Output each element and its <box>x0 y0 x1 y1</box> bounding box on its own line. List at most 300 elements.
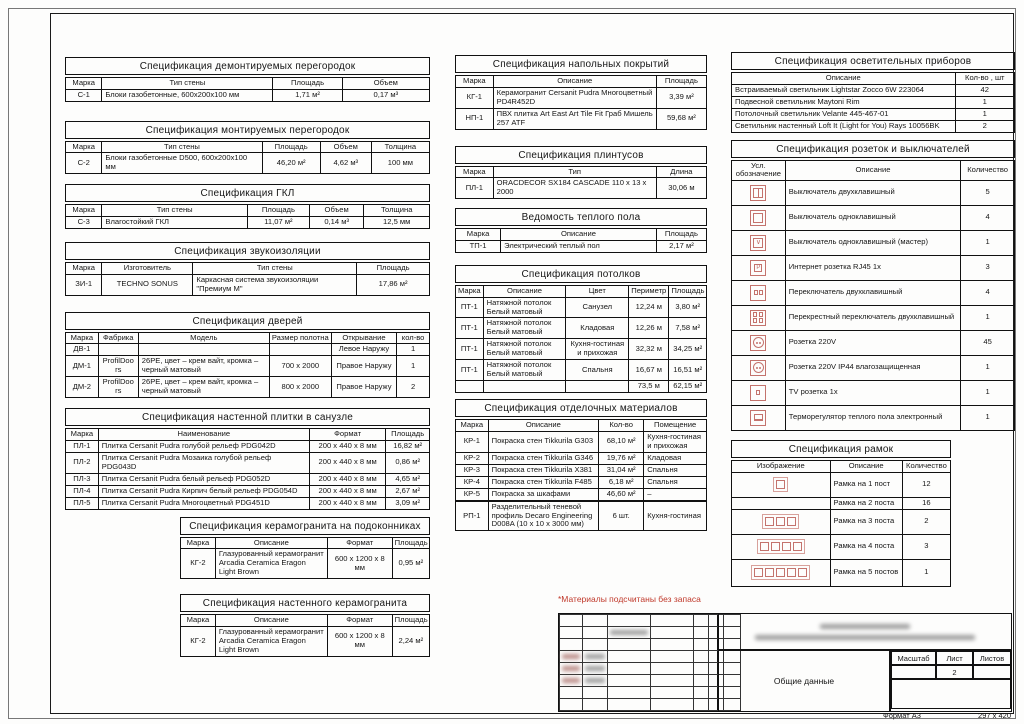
cell: 4,62 м³ <box>320 153 371 174</box>
table-row <box>732 534 951 559</box>
cell: КГ-2 <box>181 626 216 656</box>
cell: Электрический теплый пол <box>501 240 657 252</box>
column-header: Размер полотна <box>269 332 331 344</box>
spec-warm-floor <box>455 208 707 253</box>
signature-cell <box>694 627 709 639</box>
cell: TV розетка 1х <box>785 380 960 405</box>
cell: 1 <box>961 230 1015 255</box>
column-header: кол-во <box>397 332 430 344</box>
cell: 600 х 1200 х 8 мм <box>327 626 392 656</box>
column-header: Площадь <box>392 615 429 627</box>
cell: 11,07 м² <box>247 217 309 229</box>
column-header: Описание <box>483 285 566 297</box>
spec-sockets-switches <box>731 140 1015 431</box>
cell: Спальня <box>566 360 629 381</box>
spec-table-title: Спецификация плинтусов <box>455 146 707 164</box>
blurred-text <box>820 624 910 629</box>
cell: 3 <box>902 534 950 559</box>
spec-table-title: Спецификация рамок <box>731 440 951 458</box>
cell: КГ-2 <box>181 549 216 579</box>
table-row <box>732 108 1015 120</box>
cell: Рамка на 2 поста <box>830 497 902 509</box>
cell: ПЛ-1 <box>456 178 494 199</box>
column-header: Площадь <box>392 537 429 549</box>
spec-floor-coverings <box>455 55 707 130</box>
cell: Санузел <box>566 297 629 318</box>
cell: 100 мм <box>371 153 429 174</box>
cell: 1 <box>961 305 1015 330</box>
column-header: Марка <box>181 615 216 627</box>
spec-ceilings <box>455 265 707 393</box>
cell: Левое Наружу <box>331 344 397 356</box>
column-header: Объем <box>309 205 364 217</box>
scale-label: Масштаб <box>891 651 936 665</box>
cell: Рамка на 1 пост <box>830 472 902 497</box>
cell: 16,67 м <box>629 360 669 381</box>
cell: ПТ-1 <box>456 318 484 339</box>
table-row <box>732 255 1015 280</box>
cell: 700 х 2000 <box>269 356 331 377</box>
signature-cell <box>694 639 709 651</box>
cell: ПЛ-3 <box>66 473 99 485</box>
cell: 1 <box>397 356 430 377</box>
signature-cell <box>651 627 694 639</box>
signature-cell <box>651 615 694 627</box>
table-row <box>732 497 951 509</box>
cell: Натяжной потолок Белый матовый <box>483 297 566 318</box>
signature-cell <box>583 675 608 687</box>
cell: ДМ-1 <box>66 356 99 377</box>
cell: Выключатель двухклавишный <box>785 180 960 205</box>
column-header: Изображение <box>732 460 831 472</box>
table-row <box>732 330 1015 355</box>
cell: 5 <box>961 180 1015 205</box>
cell: С-1 <box>66 89 102 101</box>
table-row <box>181 626 430 656</box>
column-header: Описание <box>732 73 956 85</box>
switch-two-key-icon <box>732 180 786 205</box>
right-column <box>731 52 1015 587</box>
spec-table <box>65 204 430 229</box>
signature-cell <box>608 687 651 699</box>
spec-table <box>455 75 707 130</box>
blurred-text <box>755 635 975 640</box>
spec-table-title: Спецификация монтируемых перегородок <box>65 121 430 139</box>
sheets-label: Листов <box>973 651 1011 665</box>
cell: КР-4 <box>456 476 489 488</box>
spec-table <box>731 460 951 587</box>
cell: ТП-1 <box>456 240 501 252</box>
table-row <box>732 230 1015 255</box>
spec-table-title: Спецификация дверей <box>65 312 430 330</box>
column-header: Усл. обозначение <box>732 160 786 180</box>
frame-4-posts-icon <box>732 534 831 559</box>
signature-cell <box>608 627 651 639</box>
table-row <box>456 431 707 452</box>
table-row <box>456 452 707 464</box>
signature-cell <box>694 687 709 699</box>
cell: Плитка Cersanit Pudra голубой рельеф PDG042D <box>98 440 309 452</box>
cell: Интернет розетка RJ45 1х <box>785 255 960 280</box>
cell: 17,86 м² <box>357 274 430 295</box>
column-header: Тип стены <box>102 205 248 217</box>
table-row <box>456 339 707 360</box>
spec-table <box>65 428 430 509</box>
cell: 1 <box>961 405 1015 430</box>
column-header: Описание <box>501 229 657 241</box>
cross-switch-two-key-icon <box>732 305 786 330</box>
spec-table <box>731 160 1015 431</box>
cell: ПЛ-2 <box>66 452 99 473</box>
table-row <box>456 488 707 500</box>
signature-cell <box>608 675 651 687</box>
cell: 12,24 м <box>629 297 669 318</box>
signature-cell <box>608 663 651 675</box>
cell: Каркасная система звукоизоляции "Премиум М" <box>193 274 357 295</box>
left-column <box>65 57 430 657</box>
table-row <box>732 355 1015 380</box>
column-header: Марка <box>456 229 501 241</box>
spec-table <box>65 77 430 102</box>
cell: С-3 <box>66 217 102 229</box>
cell: НП-1 <box>456 108 494 129</box>
cell: 200 х 440 х 8 мм <box>309 473 385 485</box>
table-row <box>456 178 707 199</box>
format-label: Формат А3 <box>883 711 921 720</box>
table-row <box>456 108 707 129</box>
cell: Терморегулятор теплого пола электронный <box>785 405 960 430</box>
cell: КГ-1 <box>456 87 494 108</box>
cell: ДМ-2 <box>66 377 99 398</box>
column-header: Марка <box>66 78 102 90</box>
title-block-project-name-blurred <box>718 613 1012 650</box>
cell: 800 х 2000 <box>269 377 331 398</box>
cell: ProfilDoors <box>98 356 138 377</box>
cell: 2,24 м² <box>392 626 429 656</box>
column-header: Площадь <box>669 285 707 297</box>
spec-table <box>455 285 707 393</box>
frame-0-posts-icon <box>732 497 831 509</box>
cell: ПТ-1 <box>456 339 484 360</box>
cell: Кладовая <box>644 452 707 464</box>
cell: Покраска стен Tikkurila X381 <box>488 464 598 476</box>
table-row <box>732 509 951 534</box>
cell <box>138 344 269 356</box>
column-header: Марка <box>456 76 494 88</box>
table-row <box>66 440 430 452</box>
signature-cell <box>651 663 694 675</box>
spec-table-title: Спецификация настенной плитки в санузле <box>65 408 430 426</box>
column-header: Площадь <box>357 262 430 274</box>
cell: КР-3 <box>456 464 489 476</box>
cell: 200 х 440 х 8 мм <box>309 440 385 452</box>
floor-thermostat-icon <box>732 405 786 430</box>
spec-table-title: Спецификация розеток и выключателей <box>731 140 1015 158</box>
column-header: Описание <box>215 537 327 549</box>
column-header: Кол-во , шт <box>955 73 1014 85</box>
column-header: Количество <box>961 160 1015 180</box>
cell: 2 <box>397 377 430 398</box>
cell <box>566 381 629 393</box>
table-row <box>732 405 1015 430</box>
cell: 6 шт. <box>599 501 644 531</box>
cell: Кладовая <box>566 318 629 339</box>
column-header: Площадь <box>247 205 309 217</box>
cell: 42 <box>955 84 1014 96</box>
cell: 1 <box>902 559 950 586</box>
signature-cell <box>608 651 651 663</box>
table-row <box>66 497 430 509</box>
table-row <box>456 318 707 339</box>
cell: Потолочный светильник Velante 445-467-01 <box>732 108 956 120</box>
column-header: Изготовитель <box>102 262 193 274</box>
signature-cell <box>694 699 709 711</box>
table-row <box>181 549 430 579</box>
signature-cell <box>694 615 709 627</box>
signature-cell <box>694 663 709 675</box>
sheet-label: Лист <box>936 651 973 665</box>
cell: Правое Наружу <box>331 356 397 377</box>
cell: ЗИ-1 <box>66 274 102 295</box>
table-row <box>66 356 430 377</box>
cell: 600 х 1200 х 8 мм <box>327 549 392 579</box>
cell: Плитка Cersanit Pudra белый рельеф PDG052D <box>98 473 309 485</box>
spec-plinth <box>455 146 707 200</box>
cell: 200 х 440 х 8 мм <box>309 485 385 497</box>
column-header: Периметр <box>629 285 669 297</box>
tv-socket-icon <box>732 380 786 405</box>
column-header: Открывание <box>331 332 397 344</box>
cell <box>456 381 484 393</box>
size-label: 297 x 420 <box>978 711 1011 720</box>
cell: Рамка на 4 поста <box>830 534 902 559</box>
table-row <box>66 485 430 497</box>
cell: Керамогранит Cersanit Pudra Многоцветный PD4R452D <box>493 87 656 108</box>
column-header: Марка <box>66 262 102 274</box>
column-header: Кол-во <box>599 420 644 432</box>
cell: 7,58 м² <box>669 318 707 339</box>
cell: КР-2 <box>456 452 489 464</box>
column-header: Марка <box>66 429 99 441</box>
table-row <box>732 280 1015 305</box>
column-header: Площадь <box>262 141 320 153</box>
spec-table-title: Спецификация потолков <box>455 265 707 283</box>
cell: Розетка 220V IP44 влагозащищенная <box>785 355 960 380</box>
cell: 1,71 м² <box>273 89 342 101</box>
spec-table-title: Спецификация напольных покрытий <box>455 55 707 73</box>
cell: Кухня-гостиная <box>644 501 707 531</box>
cell: 46,60 м² <box>599 488 644 500</box>
column-header: Модель <box>138 332 269 344</box>
signature-cell <box>560 639 583 651</box>
cell: 1 <box>961 380 1015 405</box>
cell: ProfilDoors <box>98 377 138 398</box>
switch-one-key-icon <box>732 205 786 230</box>
table-row <box>732 180 1015 205</box>
spec-table <box>455 166 707 200</box>
signature-cell <box>560 651 583 663</box>
title-block <box>558 613 1012 712</box>
cell: Перекрестный переключатель двухклавишный <box>785 305 960 330</box>
signature-cell <box>608 615 651 627</box>
cell: 2 <box>902 509 950 534</box>
cell: 30,06 м <box>656 178 706 199</box>
column-header: Площадь <box>656 76 706 88</box>
signature-cell <box>583 687 608 699</box>
cell: ДВ-1 <box>66 344 99 356</box>
signature-cell <box>560 687 583 699</box>
table-row <box>66 344 430 356</box>
document-title: Общие данные <box>773 676 835 686</box>
frame-5-posts-icon <box>732 559 831 586</box>
cell: 2 <box>955 120 1014 132</box>
sheet-number: 2 <box>936 665 973 679</box>
column-header: Фабрика <box>98 332 138 344</box>
cell: 45 <box>961 330 1015 355</box>
spec-gkl <box>65 184 430 229</box>
cell: Спальня <box>644 464 707 476</box>
scale-value <box>891 665 936 679</box>
cell: Глазурованный керамогранит Arcadia Ceramica Eragon Light Brown <box>215 626 327 656</box>
cell: Рамка на 3 поста <box>830 509 902 534</box>
signature-cell <box>583 699 608 711</box>
cell: 59,68 м² <box>656 108 706 129</box>
signature-cell <box>651 675 694 687</box>
spec-table <box>180 537 430 580</box>
column-header: Марка <box>456 166 494 178</box>
cell: 1 <box>397 344 430 356</box>
cell: 26PE, цвет – крем вайт, кромка – черный матовый <box>138 356 269 377</box>
spec-table <box>65 141 430 175</box>
cell: Влагостойкий ГКЛ <box>102 217 248 229</box>
column-header: Площадь <box>273 78 342 90</box>
table-row <box>456 240 707 252</box>
cell: Глазурованный керамогранит Arcadia Ceramica Eragon Light Brown <box>215 549 327 579</box>
cell: ПЛ-5 <box>66 497 99 509</box>
spec-table-title: Спецификация осветительных приборов <box>731 52 1015 70</box>
spec-mounted-partitions <box>65 121 430 175</box>
signature-cell <box>608 699 651 711</box>
cell: ПВХ плитка Art East Art Tile Fit Граб Мишель 257 ATF <box>493 108 656 129</box>
column-header: Площадь <box>656 229 706 241</box>
cell: 6,18 м² <box>599 476 644 488</box>
table-row <box>66 377 430 398</box>
cell: 16,51 м² <box>669 360 707 381</box>
cell: 0,14 м³ <box>309 217 364 229</box>
cell: Покраска стен Tikkurila G346 <box>488 452 598 464</box>
cell: Правое Наружу <box>331 377 397 398</box>
sheet-info-cell <box>890 650 1012 712</box>
table-row <box>66 473 430 485</box>
cell: 1 <box>955 108 1014 120</box>
table-row <box>456 464 707 476</box>
column-header: Толщина <box>371 141 429 153</box>
spec-table <box>731 72 1015 133</box>
cell: Выключатель одноклавишный (мастер) <box>785 230 960 255</box>
cell: 3 <box>961 255 1015 280</box>
cell: КР-1 <box>456 431 489 452</box>
cell: 4,65 м² <box>386 473 430 485</box>
spec-table <box>455 228 707 253</box>
cell: Покраска стен Tikkurila G303 <box>488 431 598 452</box>
signature-cell <box>694 675 709 687</box>
cell: 4 <box>961 280 1015 305</box>
cell: 32,32 м <box>629 339 669 360</box>
cell <box>483 381 566 393</box>
rj45-socket-icon: P <box>732 255 786 280</box>
column-header: Марка <box>456 285 484 297</box>
cell: Розетка 220V <box>785 330 960 355</box>
document-title-cell <box>718 650 890 712</box>
spec-table-title: Ведомость теплого пола <box>455 208 707 226</box>
cell: 3,39 м² <box>656 87 706 108</box>
cell: 1 <box>961 355 1015 380</box>
column-header: Цвет <box>566 285 629 297</box>
cell: Плитка Cersanit Pudra Мозаика голубой рельеф PDG043D <box>98 452 309 473</box>
cell: TECHNO SONUS <box>102 274 193 295</box>
spec-sill-ceramic <box>180 517 430 580</box>
cell: 0,17 м³ <box>342 89 429 101</box>
spec-lighting <box>731 52 1015 133</box>
spec-frames <box>731 440 951 587</box>
table-row <box>456 476 707 488</box>
column-header: Формат <box>327 537 392 549</box>
cell: ORACDECOR SX184 CASCADE 110 х 13 х 2000 <box>493 178 656 199</box>
spec-wall-tile <box>65 408 430 509</box>
signature-cell <box>583 639 608 651</box>
table-row <box>66 217 430 229</box>
cell: Разделительный теневой профиль Decaro Engineering D008A (10 х 10 х 3000 мм) <box>488 501 598 531</box>
cell: 1 <box>955 96 1014 108</box>
column-header: Марка <box>66 332 99 344</box>
cell: ПТ-1 <box>456 297 484 318</box>
cell: Блоки газобетонные D500, 600x200x100 мм <box>102 153 262 174</box>
column-header: Описание <box>830 460 902 472</box>
column-header: Толщина <box>364 205 430 217</box>
column-header: Марка <box>456 420 489 432</box>
cell: 16 <box>902 497 950 509</box>
format-note <box>883 711 1011 720</box>
column-header: Марка <box>66 141 102 153</box>
cell: Подвесной светильник Maytoni Rim <box>732 96 956 108</box>
table-row <box>456 381 707 393</box>
table-row <box>66 274 430 295</box>
cell: – <box>644 488 707 500</box>
column-header: Объем <box>342 78 429 90</box>
column-header: Описание <box>215 615 327 627</box>
column-header: Объем <box>320 141 371 153</box>
signature-cell <box>583 627 608 639</box>
cell: Светильник настенный Loft It (Light for You) Rays 10056BK <box>732 120 956 132</box>
column-header: Тип стены <box>102 78 273 90</box>
cell: 0,86 м² <box>386 452 430 473</box>
cell: Натяжной потолок Белый матовый <box>483 360 566 381</box>
column-header: Площадь <box>386 429 430 441</box>
cell: 2,17 м² <box>656 240 706 252</box>
table-row <box>456 297 707 318</box>
cell: ПЛ-4 <box>66 485 99 497</box>
empty-cell <box>891 679 1011 709</box>
column-header: Формат <box>309 429 385 441</box>
cell: 3,09 м² <box>386 497 430 509</box>
column-header: Описание <box>488 420 598 432</box>
signature-cell <box>560 699 583 711</box>
cell <box>98 344 138 356</box>
table-row <box>732 305 1015 330</box>
signature-cell <box>560 675 583 687</box>
socket-220v-icon <box>732 330 786 355</box>
signature-cell <box>651 651 694 663</box>
